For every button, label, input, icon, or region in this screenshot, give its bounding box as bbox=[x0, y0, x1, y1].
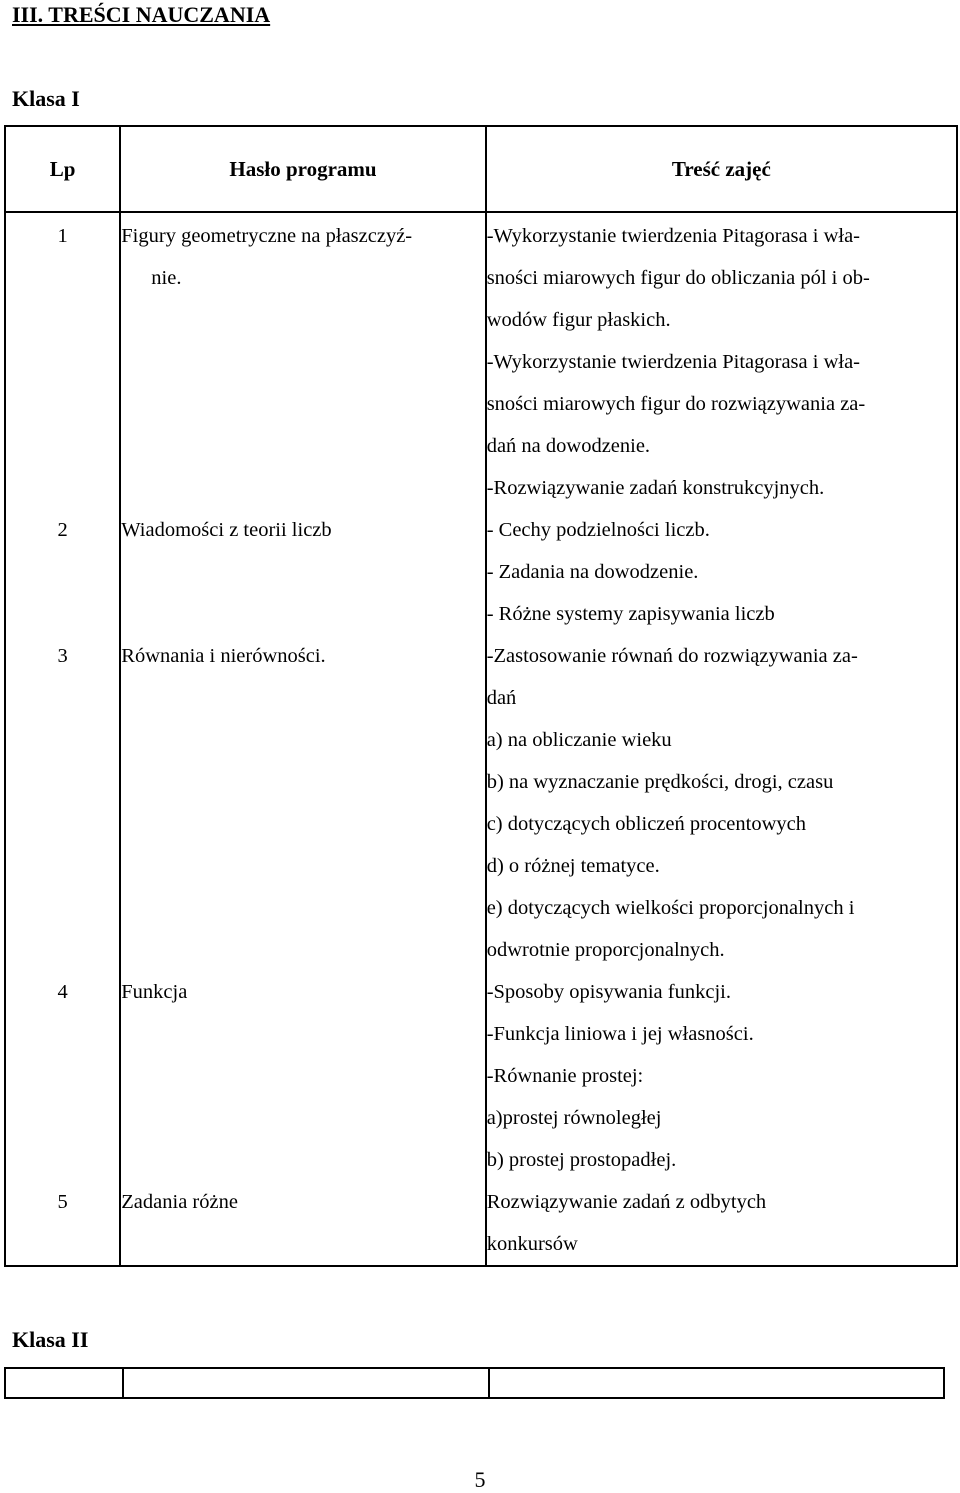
cell-lp bbox=[5, 971, 120, 1181]
haslo-line: Równania i nierówności. bbox=[121, 645, 326, 667]
tresc-line: -Zastosowanie równań do rozwiązywania za- bbox=[486, 645, 858, 667]
tresc-line: sności miarowych figur do obliczania pól i ob- bbox=[486, 267, 870, 289]
tresc-line: wodów figur płaskich. bbox=[486, 309, 671, 331]
table-row bbox=[5, 1368, 944, 1398]
empty-cell-lp bbox=[5, 1368, 123, 1398]
cell-haslo bbox=[120, 212, 485, 509]
haslo-line: Wiadomości z teorii liczb bbox=[121, 519, 332, 541]
tresc-line: d) o różnej tematyce. bbox=[486, 855, 660, 877]
class-1-title: Klasa I bbox=[12, 86, 80, 111]
empty-cell-haslo bbox=[123, 1368, 489, 1398]
row-number: 3 bbox=[57, 645, 68, 667]
table-row bbox=[5, 509, 957, 635]
tresc-line: dań bbox=[486, 687, 517, 709]
table-row bbox=[5, 971, 957, 1181]
tresc-line: b) prostej prostopadłej. bbox=[486, 1149, 677, 1171]
tresc-line: -Rozwiązywanie zadań konstrukcyjnych. bbox=[486, 477, 825, 499]
haslo-line: Funkcja bbox=[121, 981, 188, 1003]
cell-tresc bbox=[486, 971, 957, 1181]
table-row bbox=[5, 1181, 957, 1266]
row-number: 5 bbox=[57, 1191, 68, 1213]
haslo-line: Zadania różne bbox=[121, 1191, 238, 1213]
tresc-line: -Funkcja liniowa i jej własności. bbox=[486, 1023, 754, 1045]
tresc-line: -Wykorzystanie twierdzenia Pitagorasa i wła- bbox=[486, 351, 861, 373]
curriculum-table-class-1 bbox=[4, 125, 958, 1267]
cell-haslo bbox=[120, 1181, 485, 1266]
tresc-line: c) dotyczących obliczeń procentowych bbox=[486, 813, 806, 835]
tresc-line: b) na wyznaczanie prędkości, drogi, czasu bbox=[486, 771, 834, 793]
row-number: 2 bbox=[57, 519, 68, 541]
tresc-line: odwrotnie proporcjonalnych. bbox=[486, 939, 725, 961]
page-number: 5 bbox=[474, 1467, 486, 1492]
tresc-line: dań na dowodzenie. bbox=[486, 435, 651, 457]
haslo-line: Figury geometryczne na płaszczyź- bbox=[121, 225, 413, 247]
tresc-line: Rozwiązywanie zadań z odbytych bbox=[486, 1191, 767, 1213]
cell-lp bbox=[5, 635, 120, 971]
row-number: 1 bbox=[57, 225, 68, 247]
section-heading: III. TREŚCI NAUCZANIA bbox=[12, 2, 271, 27]
table-row bbox=[5, 212, 957, 509]
tresc-line: -Sposoby opisywania funkcji. bbox=[486, 981, 731, 1003]
row-number: 4 bbox=[57, 981, 68, 1003]
table-row bbox=[5, 635, 957, 971]
cell-tresc bbox=[486, 212, 957, 509]
tresc-line: - Zadania na dowodzenie. bbox=[486, 561, 699, 583]
cell-tresc bbox=[486, 1181, 957, 1266]
tresc-line: a) na obliczanie wieku bbox=[486, 729, 672, 751]
cell-tresc bbox=[486, 509, 957, 635]
tresc-line: -Wykorzystanie twierdzenia Pitagorasa i wła- bbox=[486, 225, 861, 247]
cell-lp bbox=[5, 212, 120, 509]
tresc-line: -Równanie prostej: bbox=[486, 1065, 644, 1087]
cell-haslo bbox=[120, 635, 485, 971]
table-header-row bbox=[5, 126, 957, 212]
haslo-line: nie. bbox=[151, 267, 182, 289]
tresc-line: sności miarowych figur do rozwiązywania za- bbox=[486, 393, 866, 415]
tresc-line: - Cechy podzielności liczb. bbox=[486, 519, 710, 541]
header-tresc: Treść zajęć bbox=[486, 126, 957, 212]
cell-haslo bbox=[120, 971, 485, 1181]
empty-cell-tresc bbox=[489, 1368, 944, 1398]
curriculum-table-class-2 bbox=[4, 1367, 945, 1399]
tresc-line: - Różne systemy zapisywania liczb bbox=[486, 603, 775, 625]
header-lp: Lp bbox=[5, 126, 120, 212]
cell-haslo bbox=[120, 509, 485, 635]
tresc-line: konkursów bbox=[486, 1233, 578, 1255]
cell-tresc bbox=[486, 635, 957, 971]
tresc-line: a)prostej równoległej bbox=[486, 1107, 662, 1129]
tresc-line: e) dotyczących wielkości proporcjonalnych i bbox=[486, 897, 855, 919]
cell-lp bbox=[5, 1181, 120, 1266]
class-2-title: Klasa II bbox=[12, 1327, 89, 1352]
header-haslo: Hasło programu bbox=[120, 126, 485, 212]
cell-lp bbox=[5, 509, 120, 635]
